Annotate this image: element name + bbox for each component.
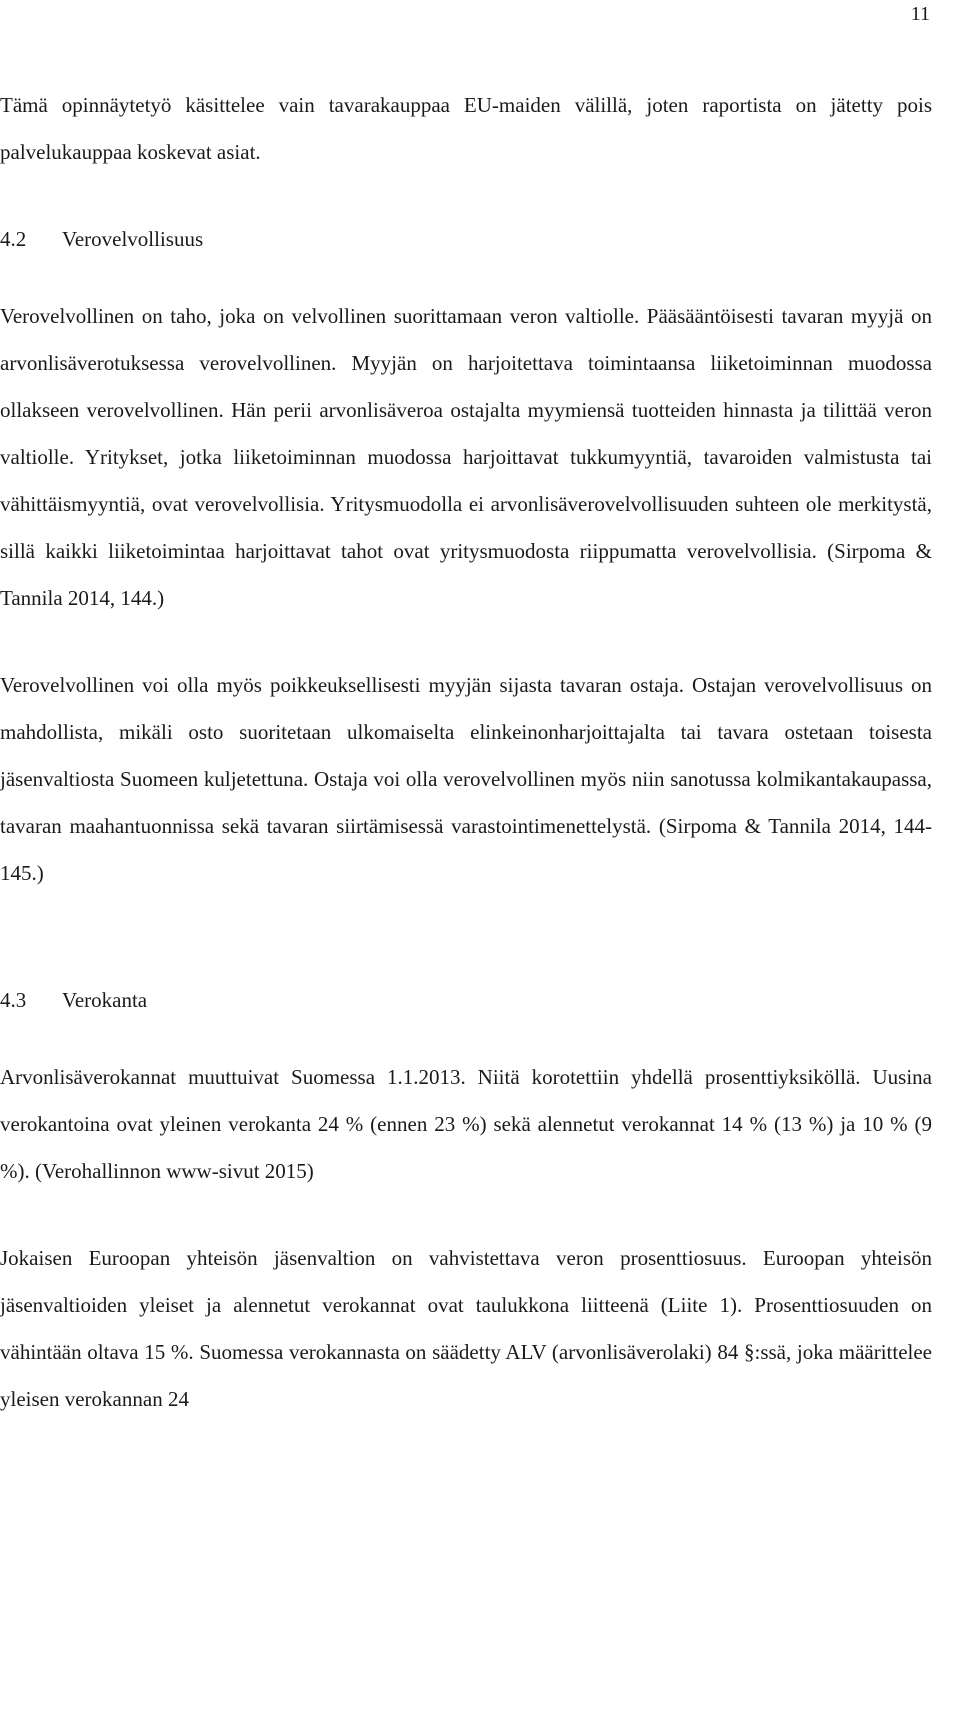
spacer	[0, 897, 932, 977]
paragraph-verokanta-2: Jokaisen Euroopan yhteisön jäsenvaltion on vahvistettava veron prosenttiosuus. Euroopan yhteisön jäsenvaltioiden yleiset ja alennetut verokannat ovat taulukkona liitteenä (Liite 1). Prosenttiosuuden on vähintään oltava 15 %. Suomessa verokannasta on säädetty ALV (arvonlisäverolaki) 84 §:ssä, joka määrittelee yleisen verokannan 24	[0, 1246, 932, 1411]
paragraph-verovelvollisuus-1: Verovelvollinen on taho, joka on velvollinen suorittamaan veron valtiolle. Pääsääntöisesti tavaran myyjä on arvonlisäverotuksessa verovelvollinen. Myyjän on harjoitettava toimintaansa liiketoiminnan muodossa ollakseen verovelvollinen. Hän perii arvonlisäveroa ostajalta myymiensä tuotteiden hinnasta ja tilittää veron valtiolle. Yritykset, jotka liiketoiminnan muodossa harjoittavat tukkumyyntiä, tavaroiden valmistusta tai vähittäismyyntiä, ovat verovelvollisia. Yritysmuodolla ei arvonlisäverovelvollisuuden suhteen ole merkitystä, sillä kaikki liiketoimintaa harjoittavat tahot ovat yritysmuodosta riippumatta verovelvollisia. (Sirpoma & Tannila 2014, 144.)	[0, 304, 932, 610]
heading-4-3	[0, 977, 932, 1024]
spacer	[0, 1195, 932, 1235]
spacer	[0, 263, 932, 293]
spacer	[0, 622, 932, 662]
heading-number: 4.2	[0, 227, 27, 251]
heading-title: Verokanta	[62, 988, 148, 1012]
heading-4-2	[0, 216, 932, 263]
paragraph-verovelvollisuus-2: Verovelvollinen voi olla myös poikkeuksellisesti myyjän sijasta tavaran ostaja. Ostajan verovelvollisuus on mahdollista, mikäli osto suoritetaan ulkomaiselta elinkeinonharjoittajalta tai tavara ostetaan toisesta jäsenvaltiosta Suomeen kuljetettuna. Ostaja voi olla verovelvollinen myös niin sanotussa kolmikantakaupassa, tavaran maahantuonnissa sekä tavaran siirtämisessä varastointimenettelystä. (Sirpoma & Tannila 2014, 144-145.)	[0, 673, 932, 885]
paragraph-verokanta-1: Arvonlisäverokannat muuttuivat Suomessa 1.1.2013. Niitä korotettiin yhdellä prosenttiyksiköllä. Uusina verokantoina ovat yleinen verokanta 24 % (ennen 23 %) sekä alennetut verokannat 14 % (13 %) ja 10 % (9 %). (Verohallinnon www-sivut 2015)	[0, 1065, 932, 1183]
heading-title: Verovelvollisuus	[62, 227, 204, 251]
page-number: 11	[910, 3, 930, 25]
heading-number: 4.3	[0, 988, 27, 1012]
spacer	[0, 176, 932, 216]
spacer	[0, 1024, 932, 1054]
paragraph-intro: Tämä opinnäytetyö käsittelee vain tavarakauppaa EU-maiden välillä, joten raportista on jätetty pois palvelukauppaa koskevat asiat.	[0, 93, 932, 164]
document-body	[0, 82, 932, 1423]
